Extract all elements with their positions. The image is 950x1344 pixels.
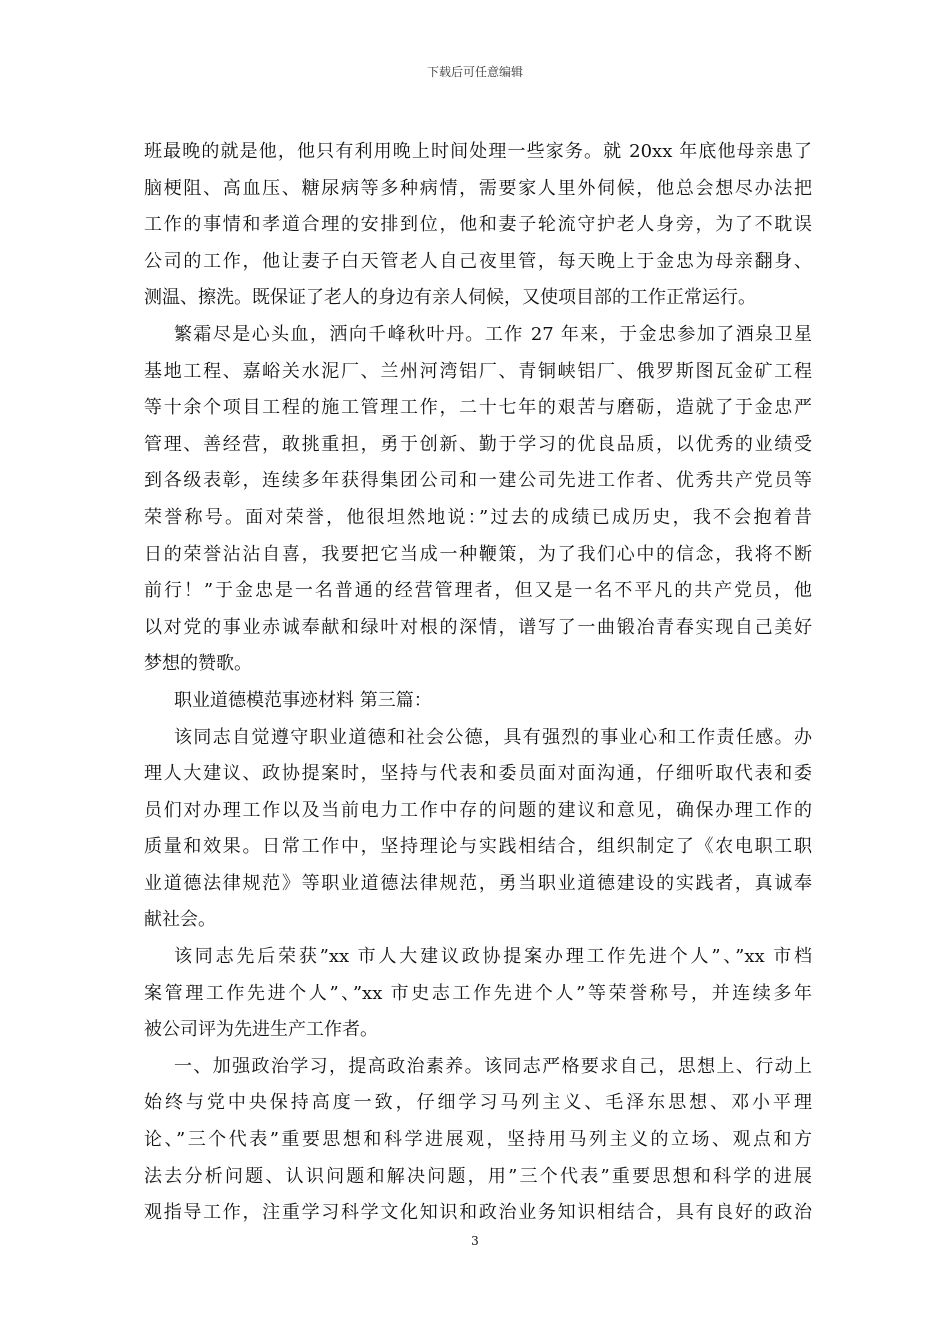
text-line: 论、”三个代表”重要思想和科学进展观，坚持用马列主义的立场、观点和方	[144, 1129, 812, 1151]
text-line: 员们对办理工作以及当前电力工作中存的问题的建议和意见，确保办理工作的	[144, 799, 812, 821]
text-line: 以对党的事业赤诚奉献和绿叶对根的深情，谱写了一曲锻冶青春实现自己美好	[144, 616, 812, 638]
text-line: 献社会。	[144, 909, 216, 931]
text-line: 案管理工作先进个人”、”xx 市史志工作先进个人”等荣誉称号，并连续多年	[144, 982, 812, 1004]
text-line: 基地工程、嘉峪关水泥厂、兰州河湾铝厂、青铜峡铝厂、俄罗斯图瓦金矿工程	[144, 360, 812, 382]
text-line: 该同志先后荣获”xx 市人大建议政协提案办理工作先进个人”、”xx 市档	[174, 946, 812, 968]
text-line: 该同志自觉遵守职业道德和社会公德，具有强烈的事业心和工作责任感。办	[174, 726, 812, 748]
text-line: 到各级表彰，连续多年获得集团公司和一建公司先进工作者、优秀共产党员等	[144, 470, 812, 492]
text-line: 一、加强政治学习，提高政治素养。该同志严格要求自己，思想上、行动上	[174, 1055, 812, 1077]
text-line: 前行！”于金忠是一名普通的经营管理者，但又是一名不平凡的共产党员，他	[144, 580, 812, 602]
body-text	[144, 134, 812, 1232]
text-line: 公司的工作，他让妻子白天管老人自己夜里管，每天晚上于金忠为母亲翻身、	[144, 250, 812, 272]
text-line: 繁霜尽是心头血，洒向千峰秋叶丹。工作 27 年来，于金忠参加了酒泉卫星	[174, 323, 812, 345]
text-line: 日的荣誉沾沾自喜，我要把它当成一种鞭策，为了我们心中的信念，我将不断	[144, 543, 812, 565]
text-line: 脑梗阻、高血压、糖尿病等多种病情，需要家人里外伺候，他总会想尽办法把	[144, 177, 812, 199]
text-line: 测温、擦洗。既保证了老人的身边有亲人伺候，又使项目部的工作正常运行。	[144, 287, 756, 309]
text-line: 梦想的赞歌。	[144, 653, 252, 675]
page-header: 下载后可任意编辑	[426, 65, 523, 79]
text-line: 业道德法律规范》等职业道德法律规范，勇当职业道德建设的实践者，真诚奉	[144, 872, 812, 894]
text-line: 观指导工作，注重学习科学文化知识和政治业务知识相结合，具有良好的政治	[144, 1202, 812, 1224]
text-line: 质量和效果。日常工作中，坚持理论与实践相结合，组织制定了《农电职工职	[144, 836, 812, 858]
text-line: 荣誉称号。面对荣誉，他很坦然地说：”过去的成绩已成历史，我不会抱着昔	[144, 506, 812, 528]
text-line: 等十余个项目工程的施工管理工作，二十七年的艰苦与磨砺，造就了于金忠严	[144, 397, 812, 419]
text-line: 始终与党中央保持高度一致，仔细学习马列主义、毛泽东思想、邓小平理	[144, 1092, 812, 1114]
page-number: 3	[471, 1234, 479, 1248]
text-line: 被公司评为先进生产工作者。	[144, 1019, 378, 1041]
text-line: 理人大建议、政协提案时，坚持与代表和委员面对面沟通，仔细听取代表和委	[144, 763, 812, 785]
text-line: 职业道德模范事迹材料 第三篇：	[174, 689, 432, 711]
text-line: 工作的事情和孝道合理的安排到位，他和妻子轮流守护老人身旁，为了不耽误	[144, 214, 812, 236]
text-line: 法去分析问题、认识问题和解决问题，用”三个代表”重要思想和科学的进展	[144, 1165, 812, 1187]
text-line: 班最晚的就是他，他只有利用晚上时间处理一些家务。就 20xx 年底他母亲患了	[144, 141, 812, 162]
text-line: 管理、善经营，敢挑重担，勇于创新、勤于学习的优良品质，以优秀的业绩受	[144, 433, 812, 455]
